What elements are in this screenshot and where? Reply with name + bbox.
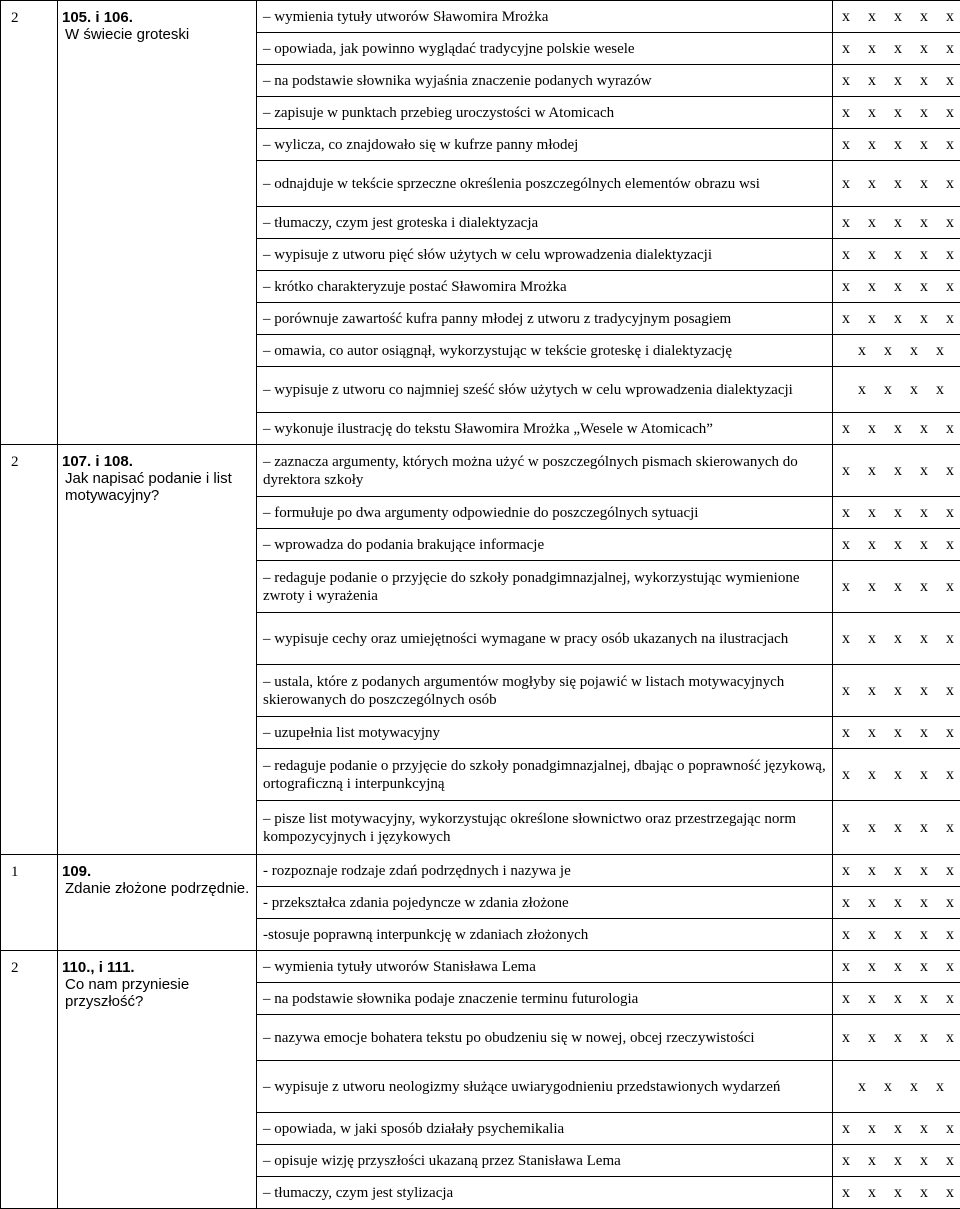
lesson-hours: 2: [1, 1, 58, 445]
requirement-text: – redaguje podanie o przyjęcie do szkoły ponadgimnazjalnej, dbając o poprawność językową, ortograficzną i interpunkcyjną: [257, 749, 833, 801]
grade-marks: [833, 445, 960, 497]
grade-mark: x: [833, 310, 859, 328]
grade-mark: x: [859, 990, 885, 1008]
grade-marks: [833, 413, 960, 445]
grade-mark: x: [885, 175, 911, 193]
grade-mark: x: [833, 40, 859, 58]
grade-mark: x: [885, 1184, 911, 1202]
requirement-text: – formułuje po dwa argumenty odpowiednie do poszczególnych sytuacji: [257, 497, 833, 529]
requirement-text: – omawia, co autor osiągnął, wykorzystując w tekście groteskę i dialektyzację: [257, 335, 833, 367]
grade-mark: x: [911, 724, 937, 742]
requirement-text: – krótko charakteryzuje postać Sławomira Mrożka: [257, 271, 833, 303]
grade-mark: x: [859, 862, 885, 880]
grade-marks: [833, 1061, 960, 1113]
grade-mark: x: [911, 504, 937, 522]
requirement-text: – wprowadza do podania brakujące informacje: [257, 529, 833, 561]
grade-mark: x: [859, 310, 885, 328]
grade-mark: x: [833, 990, 859, 1008]
requirement-text: – porównuje zawartość kufra panny młodej z utworu z tradycyjnym posagiem: [257, 303, 833, 335]
grade-mark: x: [937, 104, 960, 122]
lesson-number: 107. i 108.: [62, 453, 252, 470]
grade-mark: x: [885, 1120, 911, 1138]
grade-mark: x: [911, 536, 937, 554]
grade-mark: x: [911, 682, 937, 700]
lesson-topic: [58, 951, 257, 1209]
grade-mark: x: [937, 175, 960, 193]
grade-mark: x: [937, 1029, 960, 1047]
grade-mark: x: [885, 40, 911, 58]
grade-mark: x: [859, 136, 885, 154]
grade-mark: x: [911, 766, 937, 784]
grade-mark: x: [859, 278, 885, 296]
grade-mark: x: [885, 894, 911, 912]
grade-mark: x: [885, 766, 911, 784]
grade-mark: x: [859, 1184, 885, 1202]
grade-mark: x: [937, 8, 960, 26]
grade-marks: [833, 1015, 960, 1061]
grade-mark: x: [885, 958, 911, 976]
requirement-text: – wypisuje z utworu neologizmy służące uwiarygodnieniu przedstawionych wydarzeń: [257, 1061, 833, 1113]
grade-mark: x: [833, 136, 859, 154]
grade-marks: [833, 529, 960, 561]
lesson-title: Co nam przyniesie przyszłość?: [62, 976, 252, 1010]
grade-mark: x: [833, 72, 859, 90]
grade-mark: x: [859, 578, 885, 596]
grade-mark: x: [833, 819, 859, 837]
requirement-text: – wymienia tytuły utworów Sławomira Mrożka: [257, 1, 833, 33]
grade-marks: [833, 239, 960, 271]
grade-marks: [833, 1113, 960, 1145]
grade-mark: x: [937, 578, 960, 596]
grade-mark: x: [885, 1029, 911, 1047]
grade-mark: x: [911, 926, 937, 944]
grade-mark: x: [833, 536, 859, 554]
table-row: [1, 951, 960, 983]
grade-mark: x: [885, 72, 911, 90]
grade-mark: x: [927, 381, 953, 399]
grade-marks: [833, 951, 960, 983]
grade-mark: x: [937, 630, 960, 648]
grade-mark: x: [859, 104, 885, 122]
requirement-text: – zaznacza argumenty, których można użyć w poszczególnych pismach skierowanych do dyrektora szkoły: [257, 445, 833, 497]
grade-mark: x: [885, 682, 911, 700]
grade-mark: x: [937, 894, 960, 912]
grade-marks: [833, 665, 960, 717]
grade-mark: x: [937, 682, 960, 700]
grade-mark: x: [833, 682, 859, 700]
grade-mark: x: [859, 462, 885, 480]
grade-marks: [833, 613, 960, 665]
grade-mark: x: [859, 1152, 885, 1170]
grade-marks: [833, 129, 960, 161]
grade-marks: [833, 271, 960, 303]
grade-mark: x: [875, 342, 901, 360]
lesson-topic: [58, 1, 257, 445]
grade-marks: [833, 887, 960, 919]
grade-mark: x: [849, 342, 875, 360]
requirement-text: – wypisuje z utworu co najmniej sześć słów użytych w celu wprowadzenia dialektyzacji: [257, 367, 833, 413]
lesson-number: 105. i 106.: [62, 9, 252, 26]
requirement-text: – wykonuje ilustrację do tekstu Sławomira Mrożka „Wesele w Atomicach”: [257, 413, 833, 445]
requirement-text: – na podstawie słownika podaje znaczenie terminu futurologia: [257, 983, 833, 1015]
grade-mark: x: [911, 246, 937, 264]
grade-marks: [833, 97, 960, 129]
grade-marks: [833, 561, 960, 613]
grade-mark: x: [885, 310, 911, 328]
requirement-text: – tłumaczy, czym jest stylizacja: [257, 1177, 833, 1209]
lesson-title: W świecie groteski: [62, 26, 252, 43]
grade-mark: x: [859, 72, 885, 90]
lesson-title: Jak napisać podanie i list motywacyjny?: [62, 470, 252, 504]
grade-mark: x: [833, 214, 859, 232]
grade-mark: x: [885, 278, 911, 296]
grade-mark: x: [937, 246, 960, 264]
grade-mark: x: [937, 278, 960, 296]
grade-mark: x: [859, 40, 885, 58]
grade-mark: x: [833, 420, 859, 438]
requirement-text: – wypisuje z utworu pięć słów użytych w celu wprowadzenia dialektyzacji: [257, 239, 833, 271]
requirement-text: – pisze list motywacyjny, wykorzystując określone słownictwo oraz przestrzegając norm kompozycyjnych i językowych: [257, 801, 833, 855]
grade-mark: x: [911, 175, 937, 193]
grade-marks: [833, 65, 960, 97]
grade-mark: x: [937, 136, 960, 154]
grade-mark: x: [885, 462, 911, 480]
requirement-text: - przekształca zdania pojedyncze w zdania złożone: [257, 887, 833, 919]
grade-mark: x: [937, 310, 960, 328]
grade-mark: x: [937, 766, 960, 784]
grade-mark: x: [937, 1152, 960, 1170]
grade-mark: x: [833, 8, 859, 26]
grade-mark: x: [833, 175, 859, 193]
lesson-number: 109.: [62, 863, 252, 880]
grade-mark: x: [885, 630, 911, 648]
grade-marks: [833, 335, 960, 367]
grade-mark: x: [937, 40, 960, 58]
table-row: [1, 855, 960, 887]
grade-mark: x: [859, 536, 885, 554]
grade-mark: x: [875, 1078, 901, 1096]
requirement-text: – uzupełnia list motywacyjny: [257, 717, 833, 749]
grade-mark: x: [885, 862, 911, 880]
grade-mark: x: [859, 1120, 885, 1138]
grade-mark: x: [927, 342, 953, 360]
grade-mark: x: [833, 1120, 859, 1138]
grade-mark: x: [859, 926, 885, 944]
grade-mark: x: [833, 724, 859, 742]
grade-mark: x: [885, 536, 911, 554]
grade-mark: x: [911, 630, 937, 648]
grade-mark: x: [833, 246, 859, 264]
grade-mark: x: [937, 420, 960, 438]
grade-mark: x: [859, 420, 885, 438]
grade-mark: x: [859, 246, 885, 264]
grade-mark: x: [833, 504, 859, 522]
grade-mark: x: [911, 420, 937, 438]
grade-mark: x: [885, 214, 911, 232]
grade-mark: x: [901, 342, 927, 360]
grade-mark: x: [911, 310, 937, 328]
grade-marks: [833, 303, 960, 335]
requirement-text: - rozpoznaje rodzaje zdań podrzędnych i nazywa je: [257, 855, 833, 887]
requirement-text: – wymienia tytuły utworów Stanisława Lema: [257, 951, 833, 983]
grade-mark: x: [937, 724, 960, 742]
grade-mark: x: [911, 1120, 937, 1138]
requirement-text: – na podstawie słownika wyjaśnia znaczenie podanych wyrazów: [257, 65, 833, 97]
grade-marks: [833, 919, 960, 951]
grade-mark: x: [911, 136, 937, 154]
table-row: [1, 1, 960, 33]
grade-mark: x: [859, 894, 885, 912]
grade-mark: x: [859, 958, 885, 976]
grade-mark: x: [911, 462, 937, 480]
grade-mark: x: [911, 1152, 937, 1170]
grade-mark: x: [937, 72, 960, 90]
grade-mark: x: [911, 278, 937, 296]
grade-mark: x: [833, 630, 859, 648]
grade-marks: [833, 855, 960, 887]
grade-mark: x: [937, 536, 960, 554]
grade-marks: [833, 801, 960, 855]
requirement-text: – opowiada, w jaki sposób działały psychemikalia: [257, 1113, 833, 1145]
grade-mark: x: [937, 958, 960, 976]
grade-mark: x: [911, 40, 937, 58]
grade-mark: x: [859, 175, 885, 193]
requirement-text: – zapisuje w punktach przebieg uroczystości w Atomicach: [257, 97, 833, 129]
grade-mark: x: [849, 1078, 875, 1096]
grade-mark: x: [859, 682, 885, 700]
grade-mark: x: [885, 578, 911, 596]
grade-marks: [833, 983, 960, 1015]
requirement-text: – wypisuje cechy oraz umiejętności wymagane w pracy osób ukazanych na ilustracjach: [257, 613, 833, 665]
grade-mark: x: [833, 1184, 859, 1202]
grade-mark: x: [927, 1078, 953, 1096]
grade-mark: x: [833, 104, 859, 122]
grade-mark: x: [885, 104, 911, 122]
grade-mark: x: [885, 420, 911, 438]
grade-marks: [833, 749, 960, 801]
grade-mark: x: [859, 8, 885, 26]
requirement-text: – wylicza, co znajdowało się w kufrze panny młodej: [257, 129, 833, 161]
requirement-text: -stosuje poprawną interpunkcję w zdaniach złożonych: [257, 919, 833, 951]
lesson-title: Zdanie złożone podrzędnie.: [62, 880, 252, 897]
grade-mark: x: [859, 766, 885, 784]
grade-marks: [833, 1145, 960, 1177]
grade-mark: x: [849, 381, 875, 399]
grade-mark: x: [911, 894, 937, 912]
grade-mark: x: [875, 381, 901, 399]
grade-mark: x: [833, 958, 859, 976]
grade-mark: x: [885, 926, 911, 944]
grade-mark: x: [911, 1184, 937, 1202]
grade-mark: x: [937, 1184, 960, 1202]
grade-mark: x: [901, 381, 927, 399]
grade-mark: x: [885, 8, 911, 26]
grade-mark: x: [885, 504, 911, 522]
table-row: [1, 445, 960, 497]
grade-mark: x: [911, 990, 937, 1008]
grade-mark: x: [833, 1029, 859, 1047]
grade-mark: x: [859, 819, 885, 837]
grade-mark: x: [885, 724, 911, 742]
grade-mark: x: [911, 862, 937, 880]
grade-mark: x: [911, 578, 937, 596]
grade-marks: [833, 1, 960, 33]
grade-mark: x: [833, 894, 859, 912]
grade-marks: [833, 717, 960, 749]
grade-mark: x: [937, 504, 960, 522]
grade-mark: x: [937, 990, 960, 1008]
grade-marks: [833, 33, 960, 65]
grade-mark: x: [833, 578, 859, 596]
grade-mark: x: [937, 1120, 960, 1138]
requirement-text: – redaguje podanie o przyjęcie do szkoły ponadgimnazjalnej, wykorzystując wymienione zwroty i wyrażenia: [257, 561, 833, 613]
grade-mark: x: [911, 1029, 937, 1047]
grade-mark: x: [911, 958, 937, 976]
grade-marks: [833, 161, 960, 207]
grade-mark: x: [833, 926, 859, 944]
requirement-text: – ustala, które z podanych argumentów mogłyby się pojawić w listach motywacyjnych skierowanych do poszczególnych osób: [257, 665, 833, 717]
lesson-topic: [58, 855, 257, 951]
grade-mark: x: [859, 214, 885, 232]
lesson-number: 110., i 111.: [62, 959, 252, 976]
grade-mark: x: [859, 1029, 885, 1047]
requirement-text: – odnajduje w tekście sprzeczne określenia poszczególnych elementów obrazu wsi: [257, 161, 833, 207]
grade-mark: x: [937, 926, 960, 944]
grade-mark: x: [911, 819, 937, 837]
grade-mark: x: [937, 862, 960, 880]
lesson-hours: 2: [1, 951, 58, 1209]
grade-mark: x: [833, 1152, 859, 1170]
grade-marks: [833, 367, 960, 413]
grade-mark: x: [937, 214, 960, 232]
grade-mark: x: [911, 104, 937, 122]
grade-mark: x: [937, 462, 960, 480]
grade-marks: [833, 497, 960, 529]
grade-mark: x: [911, 8, 937, 26]
grade-mark: x: [885, 819, 911, 837]
grade-mark: x: [859, 504, 885, 522]
requirement-text: – nazywa emocje bohatera tekstu po obudzeniu się w nowej, obcej rzeczywistości: [257, 1015, 833, 1061]
grade-mark: x: [885, 136, 911, 154]
lesson-hours: 1: [1, 855, 58, 951]
grade-mark: x: [833, 462, 859, 480]
grade-marks: [833, 207, 960, 239]
curriculum-body: [1, 1, 960, 1209]
grade-mark: x: [859, 630, 885, 648]
grade-marks: [833, 1177, 960, 1209]
requirement-text: – opowiada, jak powinno wyglądać tradycyjne polskie wesele: [257, 33, 833, 65]
grade-mark: x: [885, 1152, 911, 1170]
grade-mark: x: [901, 1078, 927, 1096]
requirement-text: – opisuje wizję przyszłości ukazaną przez Stanisława Lema: [257, 1145, 833, 1177]
lesson-hours: 2: [1, 445, 58, 855]
grade-mark: x: [833, 862, 859, 880]
lesson-topic: [58, 445, 257, 855]
grade-mark: x: [859, 724, 885, 742]
grade-mark: x: [833, 766, 859, 784]
grade-mark: x: [937, 819, 960, 837]
grade-mark: x: [885, 246, 911, 264]
grade-mark: x: [833, 278, 859, 296]
requirement-text: – tłumaczy, czym jest groteska i dialektyzacja: [257, 207, 833, 239]
grade-mark: x: [911, 214, 937, 232]
grade-mark: x: [911, 72, 937, 90]
grade-mark: x: [885, 990, 911, 1008]
